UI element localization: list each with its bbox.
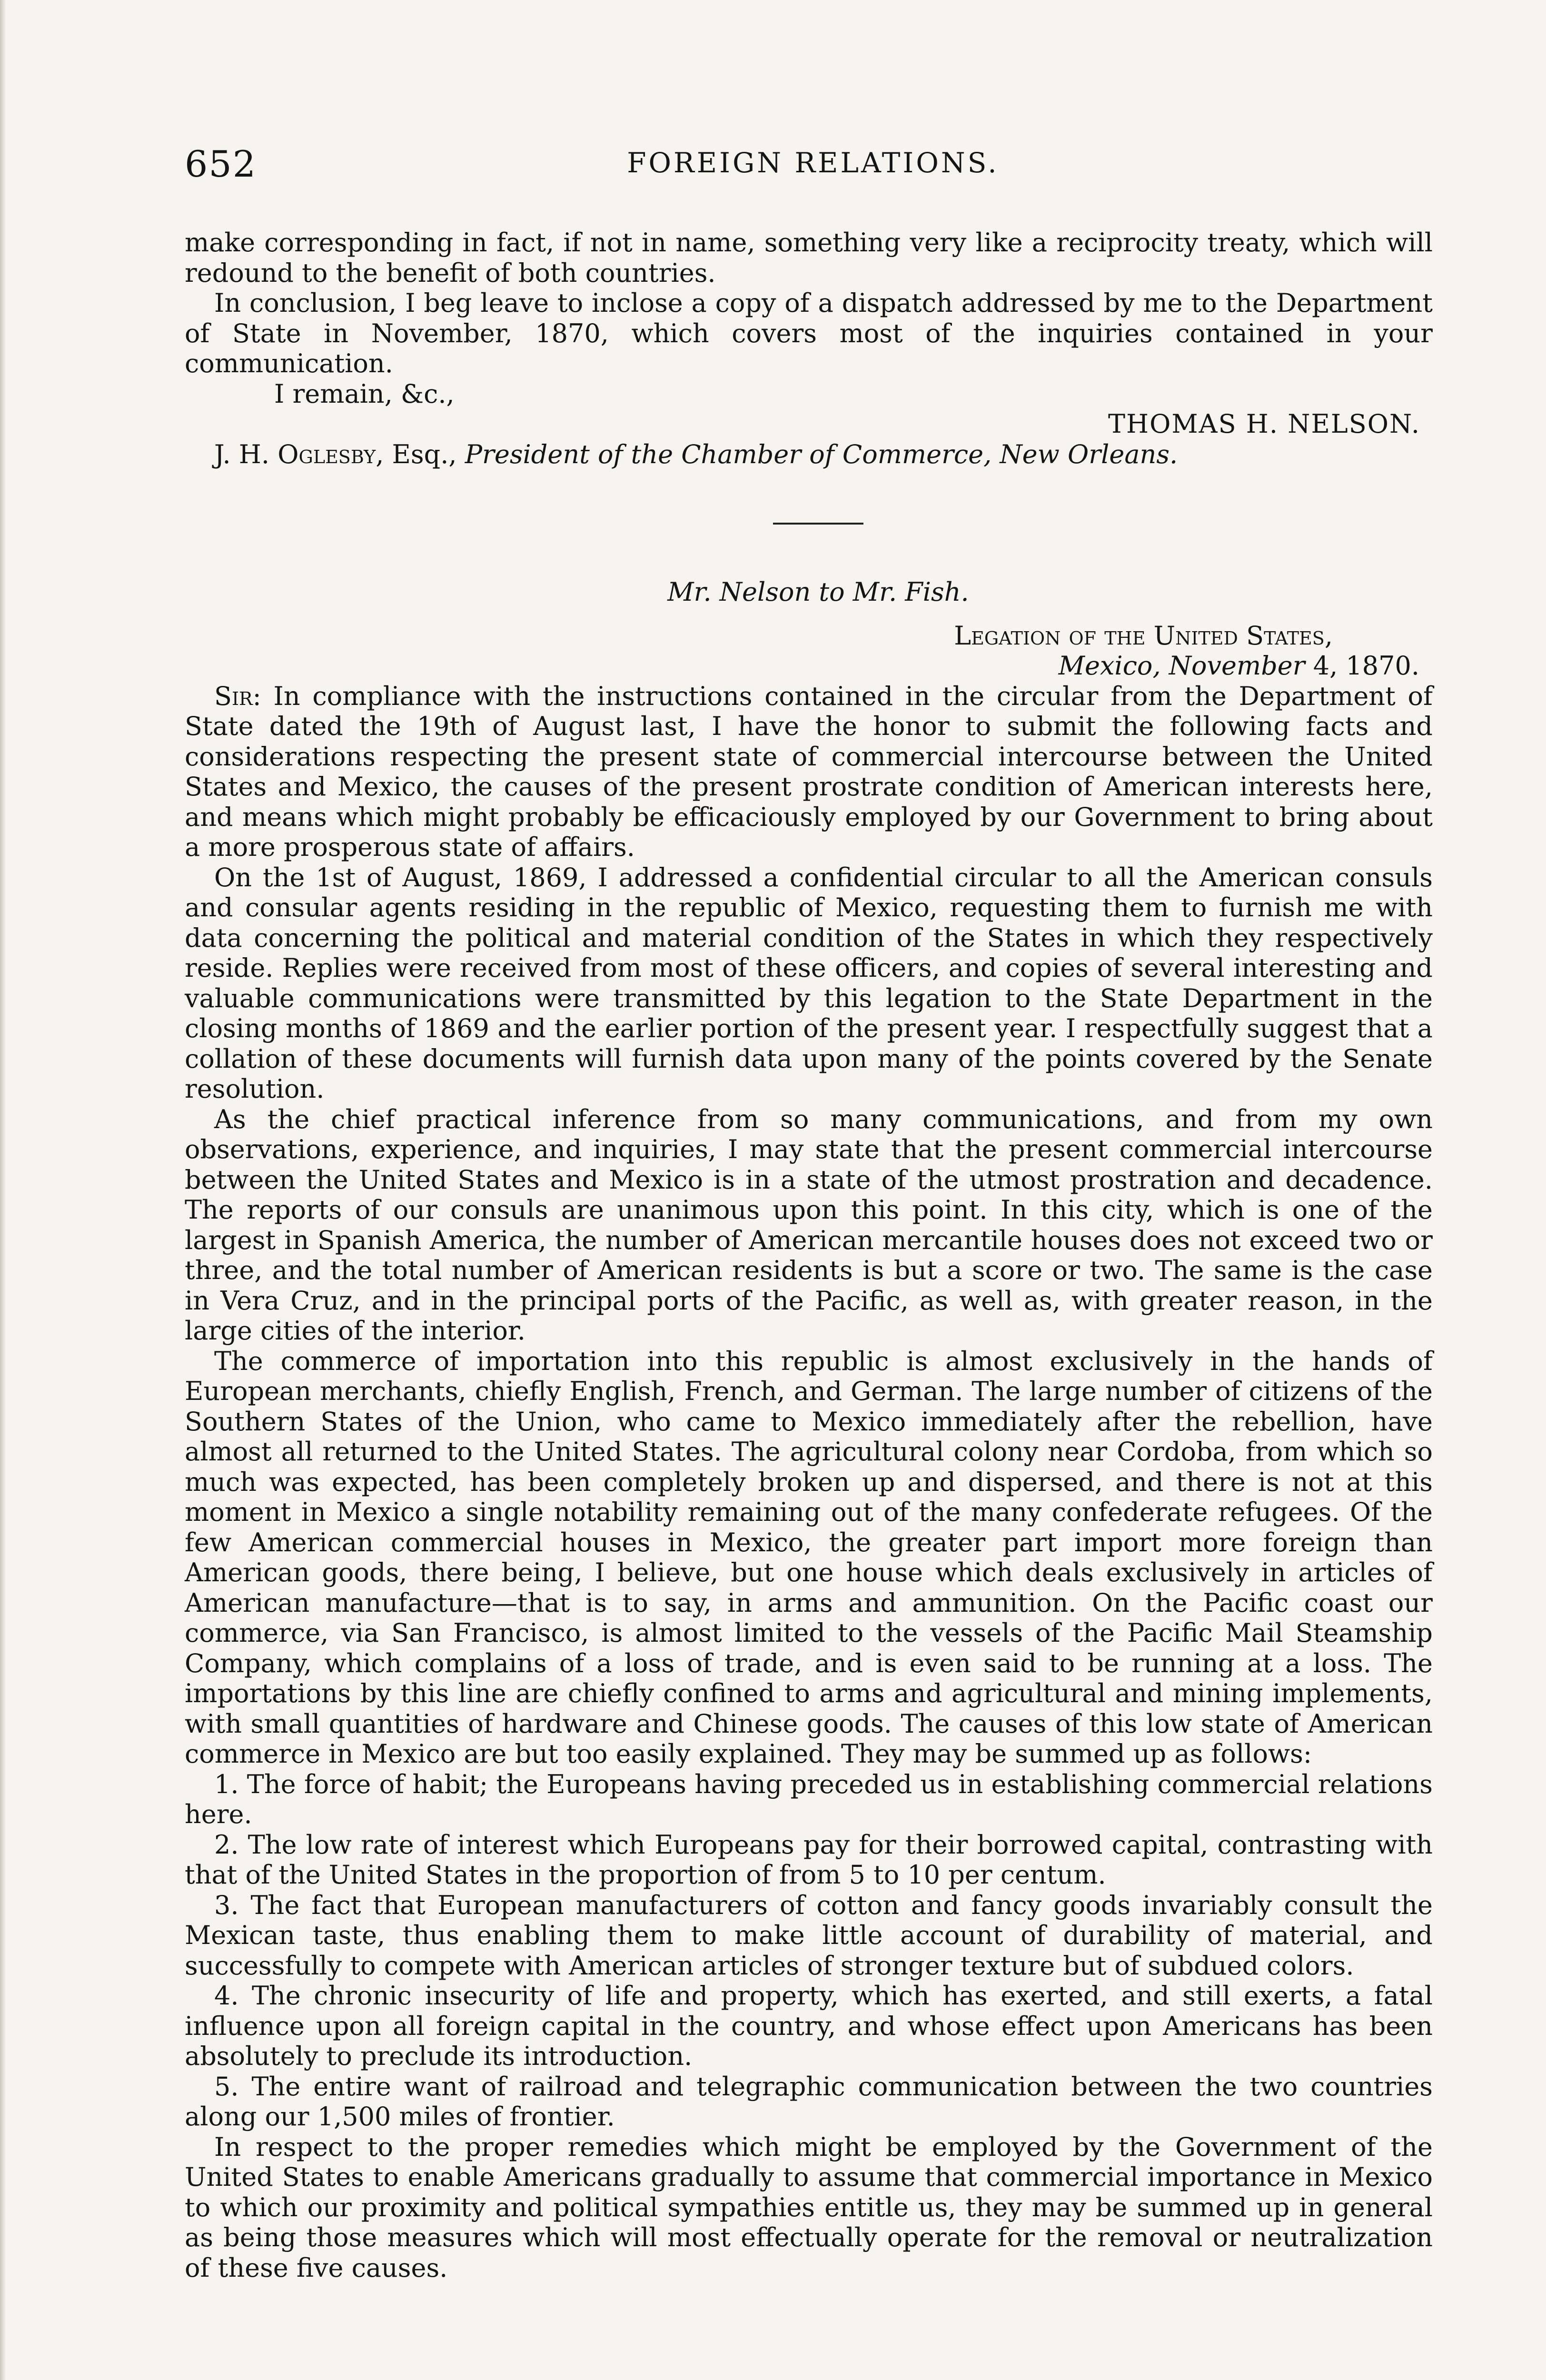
section-divider [773, 523, 863, 525]
dispatch-paragraph-1 [185, 681, 1433, 863]
dateline [185, 651, 1433, 681]
scan-edge-shadow [0, 0, 6, 2380]
addressee-line [185, 439, 1433, 470]
dateline-date: 4, 1870. [1305, 651, 1419, 681]
addressee-suffix: , Esq., [376, 439, 465, 469]
page-number: 652 [185, 143, 257, 185]
salutation: Sir [214, 681, 253, 711]
addressee-name: J. H. Oglesby [214, 439, 376, 469]
running-title: FOREIGN RELATIONS. [627, 147, 999, 179]
paragraph-1-text: : In compliance with the instructions contained in the circular from the Department of State dated the 19th of August last, I have the honor to submit the following facts and considerations respecting the present state of commercial intercourse between the United States and Mexico, the causes of the present prostrate condition of American interests here, and means which might probably be efficaciously employed by our Government to bring about a more prosperous state of affairs. [185, 681, 1433, 862]
cause-item-3: 3. The fact that European manufacturers of cotton and fancy goods invariably consult the Mexican taste, thus enabling them to make little account of durability of material, and successfully to compete with American articles of stronger texture but of subdued colors. [185, 1890, 1433, 1981]
letter-end-paragraph: make corresponding in fact, if not in name, something very like a reciprocity treaty, which will redound to the benefit of both countries. [185, 228, 1433, 288]
closing-line: I remain, &c., [274, 378, 455, 409]
conclusion-paragraph: In conclusion, I beg leave to inclose a copy of a dispatch addressed by me to the Department of State in November, 1870, which covers most of the inquiries contained in your communication. [185, 288, 1433, 378]
cause-item-4: 4. The chronic insecurity of life and property, which has exerted, and still exerts, a fatal influence upon all foreign capital in the country, and whose effect upon Americans has been absolutely to preclude its introduction. [185, 1981, 1433, 2071]
cause-item-1: 1. The force of habit; the Europeans having preceded us in establishing commercial relations here. [185, 1769, 1433, 1829]
page-header [185, 143, 1441, 195]
dispatch-paragraph-4: The commerce of importation into this republic is almost exclusively in the hands of European merchants, chiefly English, French, and German. The large number of citizens of the Southern States of the Union, who came to Mexico immediately after the rebellion, have almost all returned to the United States. The agricultural colony near Cordoba, from which so much was expected, has been completely broken up and dispersed, and there is not at this moment in Mexico a single notability remaining out of the many confederate refugees. Of the few American commercial houses in Mexico, the greater part import more foreign than American goods, there being, I believe, but one house which deals exclusively in articles of American manufacture—that is to say, in arms and ammunition. On the Pacific coast our commerce, via San Francisco, is almost limited to the vessels of the Pacific Mail Steamship Company, which complains of a loss of trade, and is even said to be running at a loss. The importations by this line are chiefly confined to arms and agricultural and mining implements, with small quantities of hardware and Chinese goods. The causes of this low state of American commerce in Mexico are but too easily explained. They may be summed up as follows: [185, 1346, 1433, 1769]
dateline-place: Mexico, November [1058, 651, 1305, 681]
legation-heading: Legation of the United States, [954, 620, 1333, 651]
cause-item-2: 2. The low rate of interest which Europeans pay for their borrowed capital, contrasting with that of the United States in the proportion of from 5 to 10 per centum. [185, 1829, 1433, 1890]
addressee-title: President of the Chamber of Commerce, New Orleans. [465, 439, 1178, 469]
signature: THOMAS H. NELSON. [1108, 409, 1420, 439]
dispatch-paragraph-3: As the chief practical inference from so many communications, and from my own observations, experience, and inquiries, I may state that the present commercial intercourse between the United States and Mexico is in a state of the utmost prostration and decadence. The reports of our consuls are unanimous upon this point. In this city, which is one of the largest in Spanish America, the number of American mercantile houses does not exceed two or three, and the total number of American residents is but a score or two. The same is the case in Vera Cruz, and in the principal ports of the Pacific, as well as, with greater reason, in the large cities of the interior. [185, 1104, 1433, 1346]
dispatch-paragraph-final: In respect to the proper remedies which might be employed by the Government of the United States to enable Americans gradually to assume that commercial importance in Mexico to which our proximity and political sympathies entitle us, they may be summed up in general as being those measures which will most effectually operate for the removal or neutralization of these five causes. [185, 2132, 1433, 2283]
dispatch-paragraph-2: On the 1st of August, 1869, I addressed a confidential circular to all the American consuls and consular agents residing in the republic of Mexico, requesting them to furnish me with data concerning the political and material condition of the States in which they respectively reside. Replies were received from most of these officers, and copies of several interesting and valuable communications were transmitted by this legation to the State Department in the closing months of 1869 and the earlier portion of the present year. I respectfully suggest that a collation of these documents will furnish data upon many of the points covered by the Senate resolution. [185, 862, 1433, 1104]
dispatch-title: Mr. Nelson to Mr. Fish. [667, 577, 969, 607]
cause-item-5: 5. The entire want of railroad and telegraphic communication between the two countries along our 1,500 miles of frontier. [185, 2071, 1433, 2132]
body-text [185, 228, 1433, 2283]
